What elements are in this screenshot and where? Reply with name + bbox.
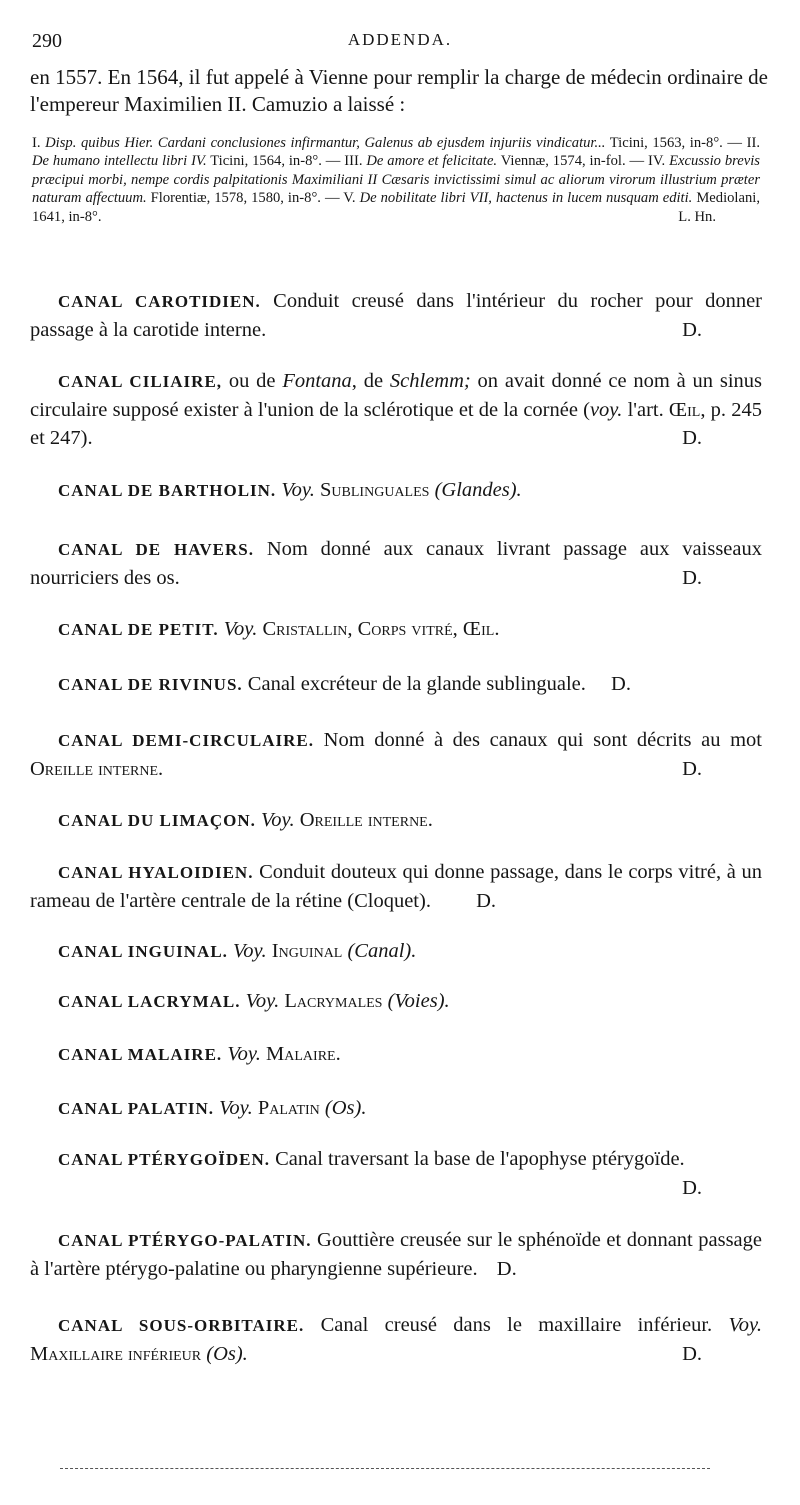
entry-signature: D. — [682, 1177, 702, 1199]
dictionary-entry — [30, 1094, 762, 1123]
dictionary-entry — [30, 937, 762, 966]
entry-voy: Voy. — [245, 990, 280, 1012]
dictionary-entry — [30, 1311, 762, 1368]
entry-headword: CANAL PTÉRYGOÏDEN. — [58, 1150, 270, 1169]
entry-headword: CANAL DE HAVERS. — [58, 540, 254, 559]
dictionary-entry — [30, 670, 762, 699]
dictionary-entry — [30, 858, 762, 915]
bottom-dashed-rule — [60, 1468, 710, 1469]
entry-ref: Maxillaire inférieur — [30, 1343, 202, 1365]
work-imprint: Ticini, 1564, in-8°. — [210, 153, 322, 170]
entry-ref: Oreille interne. — [30, 758, 164, 780]
bibliography-list — [32, 134, 760, 226]
entry-text: Conduit douteux qui donne passage, dans le corps vitré, à un rameau de l'artère centrale de la rétine (Cloquet). — [30, 861, 762, 912]
dictionary-entry — [30, 806, 762, 835]
intro-paragraph: en 1557. En 1564, il fut appelé à Vienne pour remplir la charge de médecin ordinaire de l'empereur Maximilien II. Camuzio a laissé : — [30, 65, 768, 116]
entry-headword: CANAL SOUS-ORBITAIRE. — [58, 1316, 305, 1335]
work-title: De nobilitate libri VII, hactenus in lucem nusquam editi. — [359, 190, 693, 207]
entry-signature: D. — [682, 567, 702, 589]
dictionary-entry — [30, 476, 762, 505]
entry-text: Gouttière creusée sur le sphénoïde et donnant passage à l'artère ptérygo-palatine ou pharyngienne supérieure. — [30, 1229, 763, 1280]
work-numeral: — IV. — [629, 153, 666, 170]
entry-ref: Cristallin, Corps vitré, Œil. — [262, 618, 500, 640]
entry-headword: CANAL HYALOIDIEN. — [58, 863, 254, 882]
entry-voy: Voy. — [261, 809, 295, 831]
entry-voy: Voy. — [227, 1043, 261, 1065]
entry-ref-paren: (Glandes). — [434, 479, 522, 501]
work-imprint: Florentiæ, 1578, 1580, in-8°. — [150, 190, 321, 207]
entry-headword: CANAL PTÉRYGO-PALATIN. — [58, 1231, 312, 1250]
entry-headword: CANAL DE PETIT. — [58, 620, 219, 639]
work-imprint: Mediolani, 1641, in-8°. — [32, 190, 760, 225]
running-title: ADDENDA. — [347, 30, 453, 49]
entry-ref: , p. 245 et 247). — [30, 399, 762, 449]
entry-voy: Voy. — [728, 1314, 763, 1336]
entry-signature: D. — [496, 1258, 517, 1280]
work-title: Disp. quibus Hier. Cardani conclusiones infirmantur, Galenus ab ejusdem injuriis vindicatur... — [45, 135, 606, 151]
entry-ref: Oreille interne. — [299, 809, 433, 831]
entry-headword: CANAL CILIAIRE, — [58, 372, 223, 391]
entry-ref-paren: (Os). — [206, 1343, 248, 1365]
entry-headword: CANAL DE RIVINUS. — [58, 675, 243, 694]
entry-headword: CANAL DU LIMAÇON. — [58, 811, 256, 830]
entry-text: Nom donné aux canaux livrant passage aux vaisseaux nourriciers des os. — [30, 538, 763, 589]
dictionary-entry — [30, 1145, 762, 1202]
work-title: De humano intellectu libri IV. — [32, 153, 207, 170]
running-head — [32, 30, 768, 56]
entry-ref-paren: (Voies). — [387, 990, 450, 1012]
entry-headword: CANAL CAROTIDIEN. — [58, 292, 261, 311]
entry-ref: Inguinal — [271, 940, 343, 962]
work-numeral: — II. — [727, 135, 760, 151]
entry-text: Canal traversant la base de l'apophyse ptérygoïde. — [275, 1148, 685, 1170]
entry-ref: Palatin — [257, 1097, 320, 1119]
dictionary-entry — [30, 1226, 762, 1283]
entry-ref-paren: (Canal). — [347, 940, 417, 962]
work-title: De amore et felicitate. — [366, 153, 498, 170]
entry-signature: D. — [682, 427, 702, 449]
entry-ref: l'art. — [622, 399, 669, 421]
entry-text: on avait donné ce nom à un sinus circulaire supposé exister à l'union de la sclérotique et de la cornée ( — [30, 370, 762, 421]
entry-headword: CANAL PALATIN. — [58, 1099, 214, 1118]
entry-headword: CANAL LACRYMAL. — [58, 992, 241, 1011]
entry-text: Nom donné à des canaux qui sont décrits au mot — [323, 729, 762, 751]
dictionary-entry — [30, 535, 762, 592]
entry-ref: Lacrymales — [284, 990, 383, 1012]
entry-voy: Voy. — [223, 618, 258, 640]
entry-ref-article: Œil — [668, 399, 701, 421]
entry-voy: Voy. — [219, 1097, 253, 1119]
entry-headword: CANAL MALAIRE. — [58, 1045, 223, 1064]
dictionary-entry — [30, 287, 762, 344]
entry-signature: D. — [611, 673, 631, 695]
dictionary-entry — [30, 615, 762, 644]
entry-text: ou de — [228, 370, 283, 392]
entry-headword: CANAL DEMI-CIRCULAIRE. — [58, 731, 315, 750]
entry-text: Canal creusé dans le maxillaire inférieur. — [320, 1314, 713, 1336]
work-numeral: — III. — [325, 153, 363, 170]
work-numeral: I. — [32, 135, 41, 151]
work-imprint: Viennæ, 1574, in-fol. — [500, 153, 626, 170]
dictionary-entry — [30, 1040, 762, 1069]
entry-voy: Voy. — [233, 940, 267, 962]
entry-voy: voy. — [589, 399, 623, 421]
entry-signature: D. — [476, 890, 497, 912]
entry-signature: D. — [682, 1343, 702, 1365]
work-numeral: — V. — [324, 190, 356, 207]
author-signature: L. Hn. — [678, 208, 716, 225]
entry-text: Canal excréteur de la glande sublinguale. — [247, 673, 586, 695]
entry-headword: CANAL INGUINAL. — [58, 942, 228, 961]
entry-signature: D. — [682, 758, 702, 780]
page-number: 290 — [32, 30, 62, 52]
entry-name-schlemm: Schlemm; — [389, 370, 471, 392]
entry-headword: CANAL DE BARTHOLIN. — [58, 481, 277, 500]
entry-voy: Voy. — [281, 479, 315, 501]
work-imprint: Ticini, 1563, in-8°. — [609, 135, 723, 151]
entry-name-fontana: Fontana — [282, 370, 352, 392]
entry-ref: Sublinguales — [320, 479, 430, 501]
entry-ref: Malaire. — [266, 1043, 341, 1065]
work-title: Excussio brevis præcipui morbi, nempe cordis palpitationis Maximiliani II Cæsaris invictissimi simul ac aliorum virorum illustrium præter naturam affectuum. — [32, 153, 760, 207]
dictionary-entry — [30, 367, 762, 452]
dictionary-entry — [30, 987, 762, 1016]
entry-signature: D. — [682, 319, 702, 341]
entry-text: , de — [351, 370, 390, 392]
dictionary-entry — [30, 726, 762, 783]
entry-ref-paren: (Os). — [324, 1097, 367, 1119]
entry-text: Conduit creusé dans l'intérieur du rocher pour donner passage à la carotide interne. — [30, 290, 762, 341]
